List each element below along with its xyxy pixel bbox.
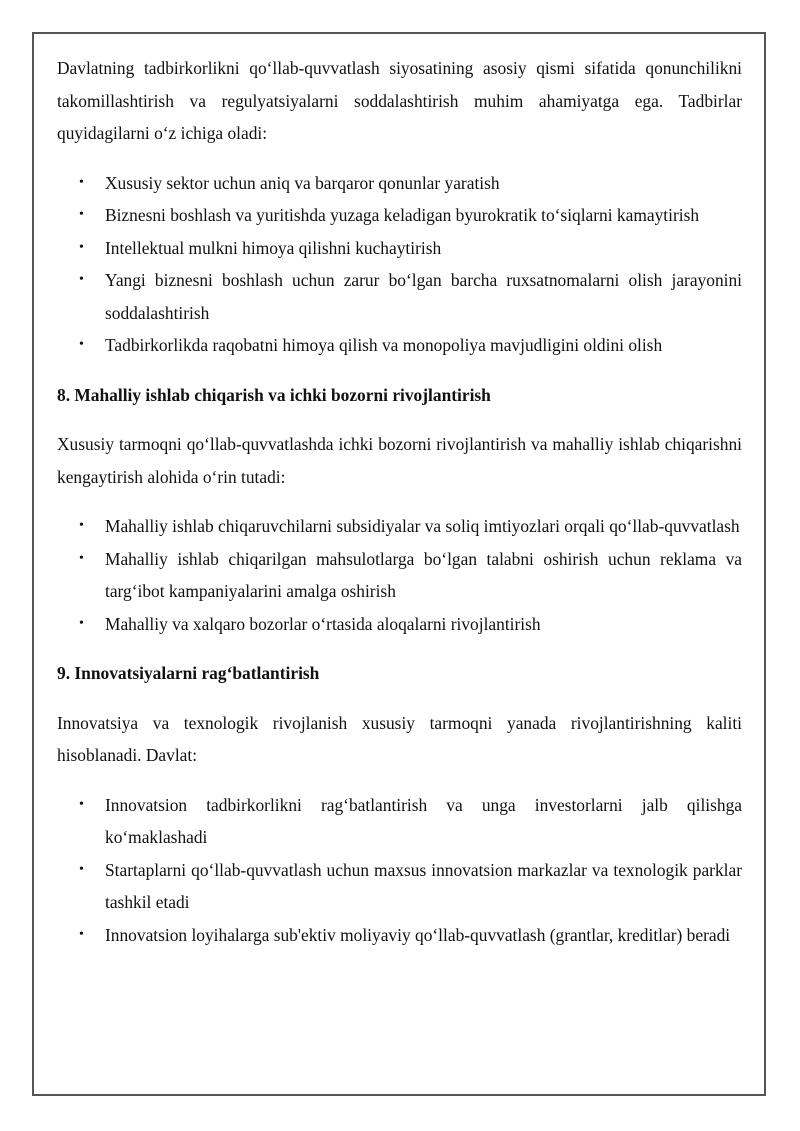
bullet-icon: • — [79, 550, 84, 566]
section-9-bullet-list — [57, 789, 742, 952]
list-item — [57, 919, 742, 952]
list-item-text: Innovatsion tadbirkorlikni rag‘batlantirish va unga investorlarni jalb qilishga ko‘maklashadi — [105, 794, 742, 847]
section-9-paragraph: Innovatsiya va texnologik rivojlanish xususiy tarmoqni yanada rivojlantirishning kaliti hisoblanadi. Davlat: — [57, 712, 742, 765]
list-item — [57, 608, 742, 641]
bullet-icon: • — [79, 926, 84, 942]
list-item-text: Startaplarni qo‘llab-quvvatlash uchun maxsus innovatsion markazlar va texnologik parklar tashkil etadi — [105, 859, 742, 912]
section-8-paragraph: Xususiy tarmoqni qo‘llab-quvvatlashda ichki bozorni rivojlantirish va mahalliy ishlab chiqarishni kengaytirish alohida o‘rin tutadi: — [57, 434, 742, 487]
list-item — [57, 199, 742, 232]
section-8-bullet-list — [57, 510, 742, 640]
bullet-icon: • — [79, 861, 84, 877]
list-item-text: Xususiy sektor uchun aniq va barqaror qonunlar yaratish — [105, 172, 500, 193]
bullet-icon: • — [79, 207, 84, 222]
bullet-icon: • — [79, 174, 84, 190]
list-item — [57, 854, 742, 919]
list-item — [57, 510, 742, 543]
bullet-icon: • — [79, 239, 84, 255]
bullet-icon: • — [79, 272, 84, 287]
list-item-text: Mahalliy ishlab chiqaruvchilarni subsidiyalar va soliq imtiyozlari orqali qo‘llab-quvvatlash — [105, 516, 740, 536]
list-item — [57, 264, 742, 329]
list-item-text: Biznesni boshlash va yuritishda yuzaga keladigan byurokratik to‘siqlarni kamaytirish — [105, 205, 700, 225]
list-item-text: Innovatsion loyihalarga sub'ektiv moliyaviy qo‘llab-quvvatlash (grantlar, kreditlar) beradi — [105, 924, 731, 945]
section-9-heading: 9. Innovatsiyalarni rag‘batlantirish — [57, 663, 320, 683]
list-item-text: Mahalliy va xalqaro bozorlar o‘rtasida aloqalarni rivojlantirish — [105, 613, 541, 634]
list-item — [57, 329, 742, 362]
section-8-heading: 8. Mahalliy ishlab chiqarish va ichki bozorni rivojlantirish — [57, 384, 491, 405]
list-item-text: Tadbirkorlikda raqobatni himoya qilish va monopoliya mavjudligini oldini olish — [105, 335, 663, 355]
list-item-text: Intellektual mulkni himoya qilishni kuchaytirish — [105, 237, 442, 258]
intro-paragraph: Davlatning tadbirkorlikni qo‘llab-quvvatlash siyosatining asosiy qismi sifatida qonunchilikni takomillashtirish va regulyatsiyalarni soddalashtirish muhim ahamiyatga ega. Tadbirlar quyidagilarni o‘z ichiga oladi: — [57, 58, 742, 143]
bullet-icon: • — [79, 796, 84, 812]
list-item — [57, 232, 742, 265]
bullet-icon: • — [79, 615, 84, 631]
list-item — [57, 543, 742, 608]
bullet-icon: • — [79, 518, 84, 533]
list-item — [57, 789, 742, 854]
bullet-icon: • — [79, 337, 84, 352]
intro-bullet-list — [57, 167, 742, 362]
list-item-text: Mahalliy ishlab chiqarilgan mahsulotlarga bo‘lgan talabni oshirish uchun reklama va targ‘ibot kampaniyalarini amalga oshirish — [105, 548, 742, 601]
list-item-text: Yangi biznesni boshlash uchun zarur bo‘lgan barcha ruxsatnomalarni olish jarayonini soddalashtirish — [105, 270, 742, 323]
list-item — [57, 167, 742, 200]
document-body — [57, 52, 742, 968]
